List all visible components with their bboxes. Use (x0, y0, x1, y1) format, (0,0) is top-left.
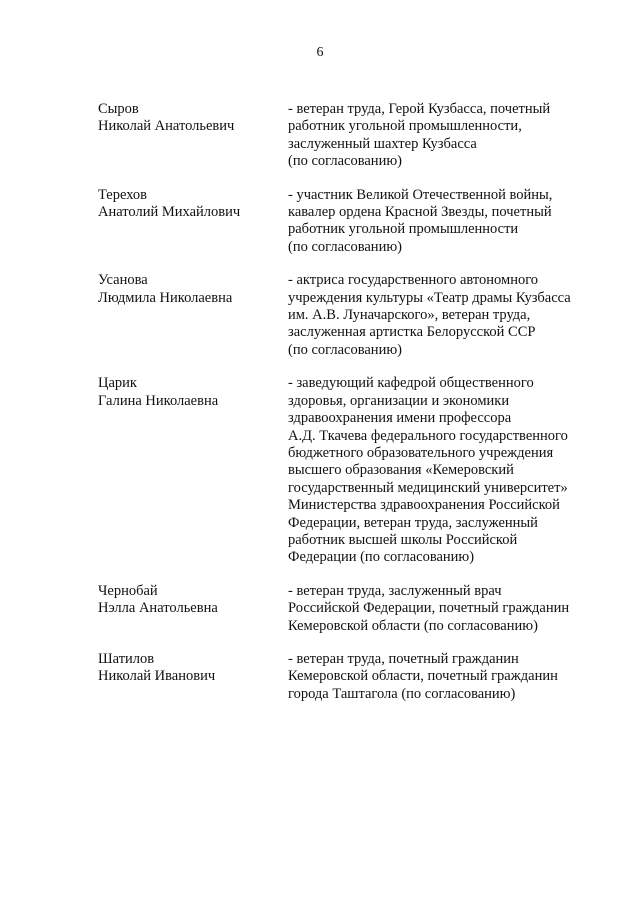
description-line: учреждения культуры «Театр драмы Кузбасса (288, 289, 571, 306)
description-line: Федерации (по согласованию) (288, 549, 475, 566)
member-description (288, 375, 596, 566)
description-line: Федерации, ветеран труда, заслуженный (288, 514, 538, 531)
description-line: здравоохранения имени профессора (288, 410, 512, 427)
description-line: работник угольной промышленности (288, 221, 519, 238)
description-line: здоровья, организации и экономики (288, 392, 510, 409)
member-given-name: Галина Николаевна (98, 392, 219, 409)
page-number: 6 (316, 45, 324, 60)
description-line: им. А.В. Луначарского», ветеран труда, (288, 307, 531, 324)
member-name (98, 375, 288, 410)
member-description (288, 272, 596, 359)
description-line: Министерства здравоохранения Российской (288, 497, 560, 514)
description-line: работник высшей школы Российской (288, 531, 518, 548)
member-given-name: Нэлла Анатольевна (98, 600, 218, 617)
member-description (288, 651, 596, 703)
member-name (98, 272, 288, 307)
description-line: - актриса государственного автономного (288, 272, 539, 289)
member-entry (98, 583, 598, 635)
description-line: города Таштагола (по согласованию) (288, 685, 516, 702)
member-entry (98, 272, 598, 359)
description-line: (по согласованию) (288, 341, 402, 358)
description-line: - ветеран труда, Герой Кузбасса, почетный (288, 101, 551, 117)
member-given-name: Николай Иванович (98, 668, 216, 685)
description-line: - ветеран труда, заслуженный врач (288, 582, 502, 599)
member-name (98, 187, 288, 222)
description-line: заслуженная артистка Белорусской ССР (288, 324, 536, 341)
description-line: А.Д. Ткачева федерального государственного (288, 427, 568, 444)
member-description (288, 583, 596, 635)
description-line: (по согласованию) (288, 238, 402, 255)
description-line: - ветеран труда, почетный гражданин (288, 650, 519, 667)
member-name (98, 651, 288, 686)
description-line: Кемеровской области, почетный гражданин (288, 668, 558, 685)
description-line: Кемеровской области (по согласованию) (288, 617, 538, 634)
member-description (288, 187, 596, 257)
description-line: Российской Федерации, почетный гражданин (288, 600, 570, 617)
description-line: государственный медицинский университет» (288, 479, 568, 496)
member-surname: Чернобай (98, 582, 158, 599)
member-surname: Усанова (98, 272, 148, 289)
member-entry (98, 187, 598, 257)
description-line: работник угольной промышленности, (288, 118, 522, 135)
description-line: - участник Великой Отечественной войны, (288, 186, 553, 203)
members-list (98, 101, 598, 703)
description-line: бюджетного образовательного учреждения (288, 444, 554, 461)
description-line: заслуженный шахтер Кузбасса (288, 135, 477, 152)
member-entry (98, 101, 598, 171)
description-line: высшего образования «Кемеровский (288, 462, 514, 479)
description-line: (по согласованию) (288, 153, 402, 170)
member-surname: Шатилов (98, 650, 155, 667)
member-description (288, 101, 596, 171)
member-given-name: Николай Анатольевич (98, 118, 235, 135)
member-surname: Терехов (98, 186, 148, 203)
member-surname: Сыров (98, 101, 139, 117)
member-entry (98, 375, 598, 566)
description-line: кавалер ордена Красной Звезды, почетный (288, 204, 552, 221)
description-line: - заведующий кафедрой общественного (288, 375, 534, 392)
member-name (98, 583, 288, 618)
member-name (98, 101, 288, 136)
member-given-name: Анатолий Михайлович (98, 204, 241, 221)
member-surname: Царик (98, 375, 137, 392)
member-entry (98, 651, 598, 703)
member-given-name: Людмила Николаевна (98, 289, 233, 306)
